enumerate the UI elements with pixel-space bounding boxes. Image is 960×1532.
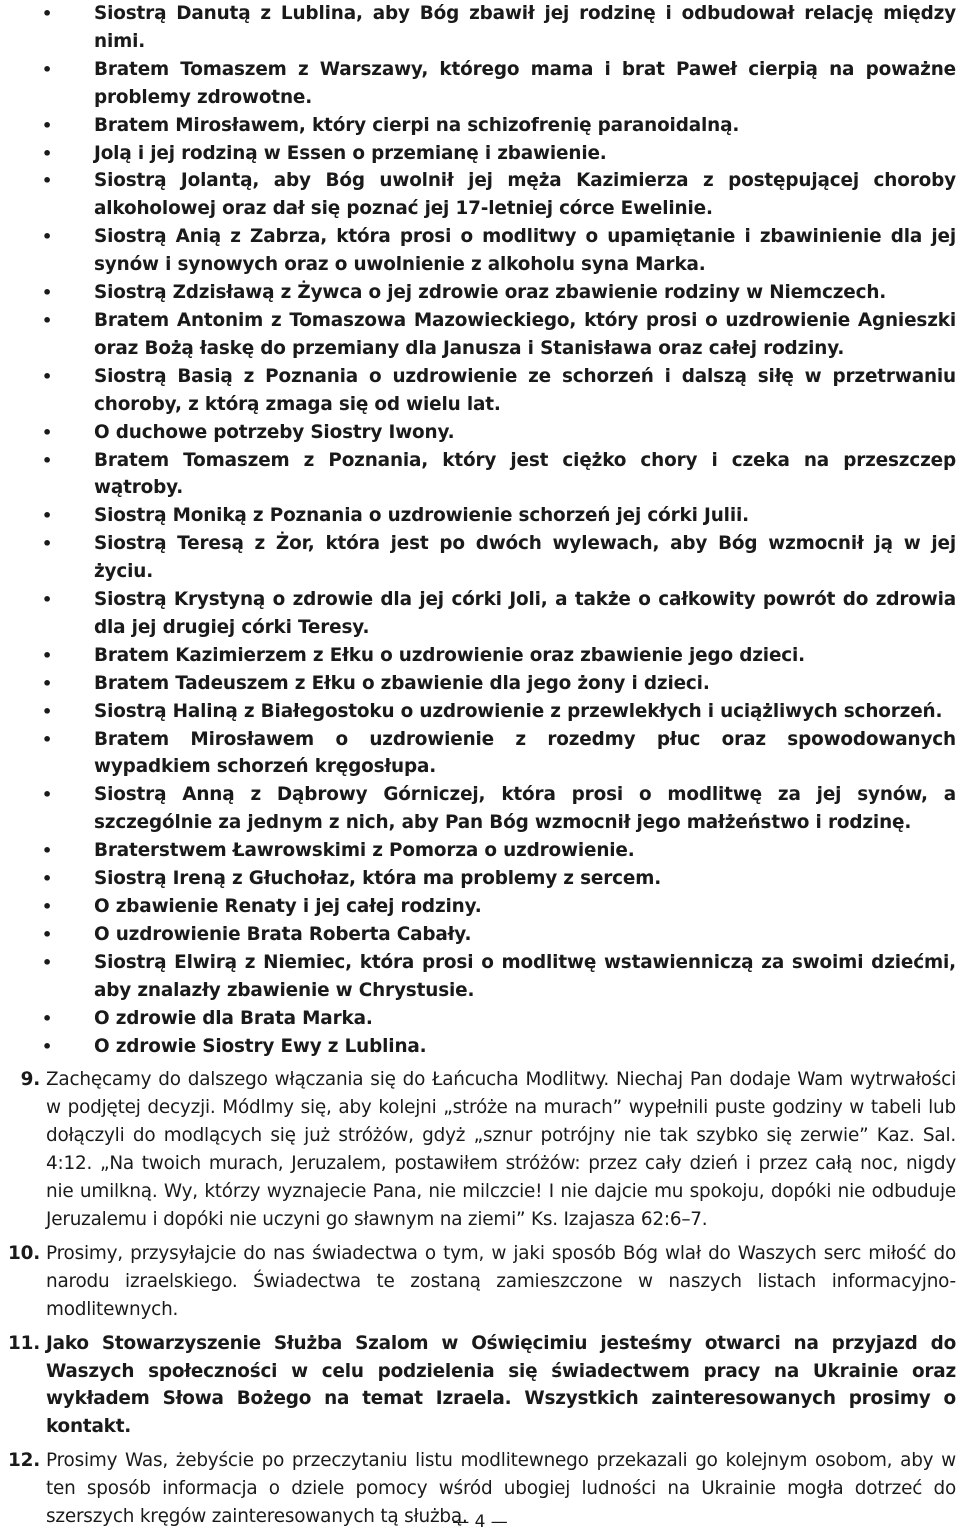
prayer-list-item: [0, 1033, 960, 1061]
prayer-list-item: [0, 530, 960, 586]
paragraph-number: 9.: [20, 1069, 40, 1091]
paragraph-number: 11.: [8, 1332, 40, 1354]
prayer-list-item-text: O zdrowie Siostry Ewy z Lublina.: [94, 1035, 427, 1057]
prayer-list-item-text: O duchowe potrzeby Siostry Iwony.: [94, 421, 455, 443]
bullet-icon: •: [42, 115, 53, 135]
prayer-list-item-text: Bratem Tomaszem z Warszawy, którego mama i brat Paweł cierpią na poważne problemy zdrowotne.: [94, 58, 956, 108]
bullet-icon: •: [42, 1036, 53, 1056]
numbered-paragraph: [0, 1066, 960, 1233]
prayer-list-item-text: Bratem Tadeuszem z Ełku o zbawienie dla jego żony i dzieci.: [94, 672, 710, 694]
prayer-list-item-text: Siostrą Zdzisławą z Żywca o jej zdrowie oraz zbawienie rodziny w Niemczech.: [94, 282, 887, 304]
bullet-icon: •: [42, 450, 53, 470]
prayer-list-item: [0, 1005, 960, 1033]
bullet-icon: •: [42, 506, 53, 526]
bullet-icon: •: [42, 4, 53, 23]
prayer-list-item: [0, 447, 960, 503]
paragraph-number: 12.: [8, 1450, 40, 1472]
prayer-list-item-text: Bratem Tomaszem z Poznania, który jest ciężko chory i czeka na przeszczep wątroby.: [94, 449, 956, 499]
prayer-list-item-text: Bratem Kazimierzem z Ełku o uzdrowienie oraz zbawienie jego dzieci.: [94, 644, 806, 666]
prayer-list-item: [0, 56, 960, 112]
bullet-icon: •: [42, 924, 53, 944]
bullet-icon: •: [42, 785, 53, 805]
prayer-list-item-text: Siostrą Krystyną o zdrowie dla jej córki Joli, a także o całkowity powrót do zdrowia dla jej drugiej córki Teresy.: [94, 589, 956, 638]
bullet-icon: •: [42, 869, 53, 889]
prayer-list-item-text: O zbawienie Renaty i jej całej rodziny.: [94, 896, 482, 917]
numbered-paragraph-list: [0, 1066, 960, 1531]
prayer-list-item-text: Bratem Antonim z Tomaszowa Mazowieckiego, który prosi o uzdrowienie Agnieszki oraz Bożą łaskę do przemiany dla Janusza i Stanisława oraz całej rodziny.: [94, 309, 956, 359]
prayer-list-item: [0, 837, 960, 865]
prayer-list-item-text: Siostrą Ireną z Głuchołaz, która ma problemy z sercem.: [94, 868, 662, 890]
prayer-list-item-text: Braterstwem Ławrowskimi z Pomorza o uzdrowienie.: [94, 840, 635, 862]
bullet-icon: •: [42, 590, 53, 610]
numbered-paragraph: [0, 1240, 960, 1324]
paragraph-text: Prosimy Was, żebyście po przeczytaniu listu modlitewnego przekazali go kolejnym osobom, aby w ten sposób informacja o dziele pomocy wśród ubogiej ludności na Ukrainie mogła dotrzeć do szerszych kręgów zainteresowanych tą służbą.: [46, 1450, 956, 1528]
prayer-list-item: [0, 140, 960, 168]
bullet-icon: •: [42, 171, 53, 191]
prayer-list-item-text: Siostrą Anną z Dąbrowy Górniczej, która prosi o modlitwę za jej synów, a szczególnie za jednym z nich, aby Pan Bóg wzmocnił jego małżeństwo i rodzinę.: [94, 784, 956, 834]
bullet-icon: •: [42, 283, 53, 303]
prayer-list-item-text: O zdrowie dla Brata Marka.: [94, 1007, 373, 1029]
prayer-list-item-text: Jolą i jej rodziną w Essen o przemianę i zbawienie.: [94, 142, 607, 164]
prayer-list-item: [0, 502, 960, 530]
prayer-list-item: [0, 223, 960, 279]
prayer-list-item-text: Siostrą Anią z Zabrza, która prosi o modlitwy o upamiętanie i zbawinienie dla jej synów i synowych oraz o uwolnienie z alkoholu syna Marka.: [94, 226, 956, 276]
prayer-list-item-text: Siostrą Elwirą z Niemiec, która prosi o modlitwę wstawienniczą za swoimi dziećmi, aby znalazły zbawienie w Chrystusie.: [94, 951, 956, 1001]
prayer-list-item: [0, 363, 960, 419]
bullet-icon: •: [42, 366, 53, 386]
prayer-list-item-text: Siostrą Danutą z Lublina, aby Bóg zbawił jej rodzinę i odbudował relację między nimi.: [94, 3, 956, 52]
prayer-list-item-text: Siostrą Teresą z Żor, która jest po dwóch wylewach, aby Bóg wzmocnił ją w jej życiu.: [94, 533, 956, 583]
numbered-paragraph: [0, 1330, 960, 1442]
prayer-list-item-text: Bratem Mirosławem o uzdrowienie z rozedmy płuc oraz spowodowanych wypadkiem schorzeń kręgosłupa.: [94, 728, 956, 778]
prayer-list-item-text: O uzdrowienie Brata Roberta Cabały.: [94, 923, 472, 945]
prayer-list-item: [0, 419, 960, 447]
prayer-list-item: [0, 865, 960, 893]
prayer-list-item: [0, 949, 960, 1005]
prayer-list-item-text: Siostrą Basią z Poznania o uzdrowienie ze schorzeń i dalszą siłę w przetrwaniu choroby, z którą zmaga się od wielu lat.: [94, 365, 956, 415]
prayer-list-item: [0, 307, 960, 363]
prayer-list-item: [0, 893, 960, 921]
prayer-list-item: [0, 921, 960, 949]
prayer-list-item-text: Siostrą Jolantą, aby Bóg uwolnił jej męża Kazimierza z postępującej choroby alkoholowej oraz dał się poznać jej 17-letniej córce Ewelinie.: [94, 170, 956, 220]
prayer-list-item-text: Bratem Mirosławem, który cierpi na schizofrenię paranoidalną.: [94, 114, 740, 136]
bullet-icon: •: [42, 701, 53, 721]
page-number: — 4 —: [452, 1512, 508, 1532]
bullet-icon: •: [42, 729, 53, 749]
prayer-list-item-text: Siostrą Haliną z Białegostoku o uzdrowienie z przewlekłych i uciążliwych schorzeń.: [94, 700, 943, 722]
prayer-list-item: [0, 279, 960, 307]
bullet-icon: •: [42, 1008, 53, 1028]
bullet-icon: •: [42, 952, 53, 972]
prayer-list-item: [0, 781, 960, 837]
bullet-icon: •: [42, 673, 53, 693]
bullet-icon: •: [42, 841, 53, 861]
prayer-list-item: [0, 670, 960, 698]
prayer-list-item: [0, 0, 960, 56]
bullet-icon: •: [42, 534, 53, 554]
prayer-list-item: [0, 726, 960, 782]
paragraph-number: 10.: [8, 1242, 40, 1264]
bullet-icon: •: [42, 897, 53, 916]
prayer-list-item: [0, 112, 960, 140]
bullet-icon: •: [42, 645, 53, 665]
prayer-list-item: [0, 642, 960, 670]
prayer-list-item: [0, 586, 960, 642]
bullet-icon: •: [42, 227, 53, 247]
paragraph-text: Jako Stowarzyszenie Służba Szalom w Oświęcimiu jesteśmy otwarci na przyjazd do Waszych społeczności w celu podzielenia się świadectwem pracy na Ukrainie oraz wykładem Słowa Bożego na temat Izraela. Wszystkich zainteresowanych prosimy o kontakt.: [46, 1332, 956, 1438]
bullet-icon: •: [42, 310, 53, 330]
paragraph-text: Prosimy, przysyłajcie do nas świadectwa o tym, w jaki sposób Bóg wlał do Waszych serc miłość do narodu izraelskiego. Świadectwa te zostaną zamieszczone w naszych listach informacyjno-modlitewnych.: [46, 1242, 956, 1320]
prayer-list-item: [0, 167, 960, 223]
bullet-icon: •: [42, 143, 53, 163]
prayer-list-item-text: Siostrą Moniką z Poznania o uzdrowienie schorzeń jej córki Julii.: [94, 505, 749, 527]
prayer-list-item: [0, 698, 960, 726]
bullet-icon: •: [42, 59, 53, 79]
bullet-icon: •: [42, 422, 53, 442]
paragraph-text: Zachęcamy do dalszego włączania się do Łańcucha Modlitwy. Niechaj Pan dodaje Wam wytrwałości w podjętej decyzji. Módlmy się, aby kolejni „stróże na murach” wypełnili puste godziny w tabeli lub dołączyli do modlących się już stróżów, gdyż „sznur potrójny nie tak szybko się zerwie” Kaz. Sal. 4:12. „Na twoich murach, Jeruzalem, postawiłem stróżów: przez cały dzień i przez całą noc, nigdy nie umilkną. Wy, którzy wyznajecie Pana, nie milczcie! I nie dajcie mu spokoju, dopóki nie odbuduje Jeruzalemu i dopóki nie uczyni go sławnym na ziemi” Ks. Izajasza 62:6–7.: [46, 1069, 956, 1230]
